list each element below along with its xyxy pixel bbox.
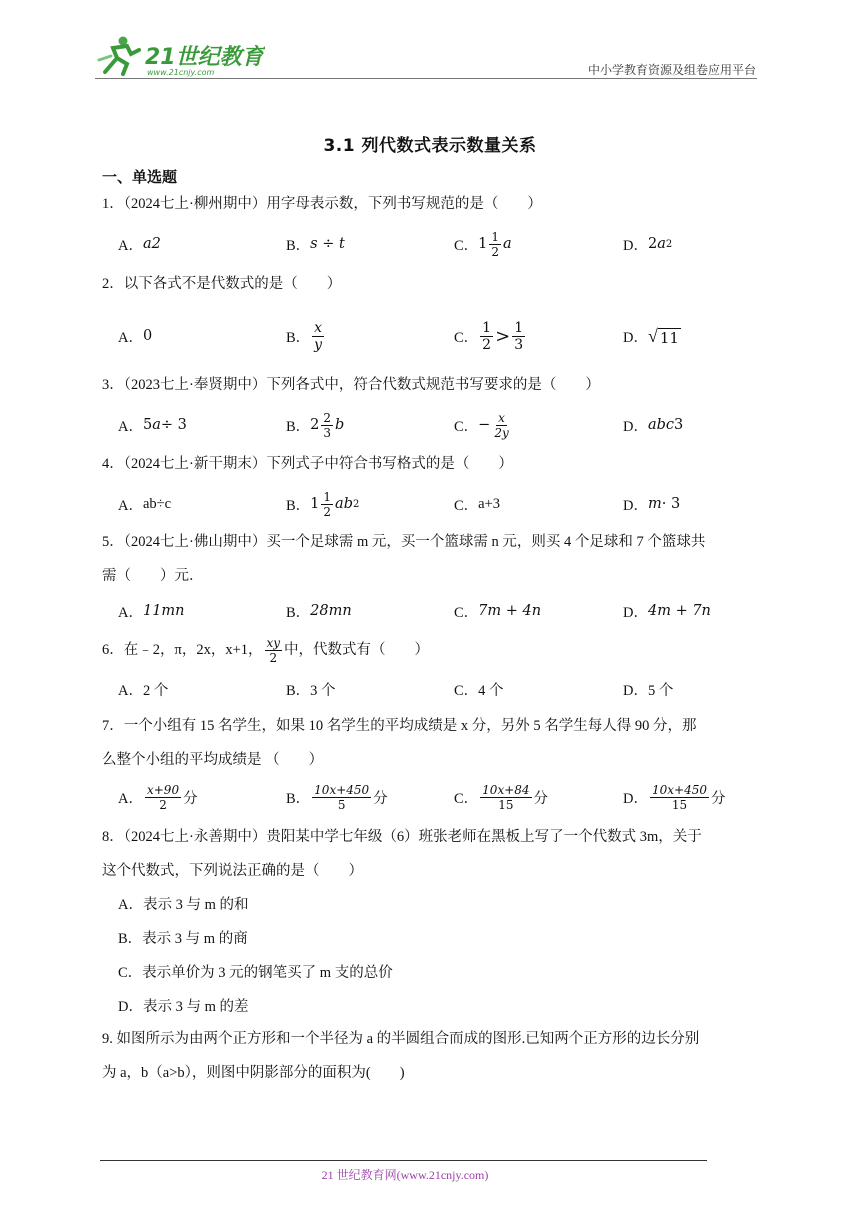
page-header	[0, 0, 860, 90]
q1-option-a[interactable]: A． a2	[118, 236, 161, 254]
question-7-options	[118, 780, 768, 814]
question-3-stem: 3．（2023七上·奉贤期中）下列各式中，符合代数式规范书写要求的是（ ）	[102, 377, 600, 393]
q4-option-b[interactable]: B． 1 $\frac{1}{2}$ ab 2	[286, 489, 360, 519]
q3-option-a[interactable]: A． 5 a ÷ 3	[118, 417, 187, 435]
q2-option-a[interactable]: A． 0	[118, 328, 153, 346]
q5-option-b[interactable]: B． 28mn	[286, 603, 352, 621]
question-2-stem: 2．以下各式不是代数式的是（ ）	[102, 276, 342, 292]
header-divider	[95, 78, 757, 79]
q6-option-a[interactable]: A．2 个	[118, 682, 169, 699]
question-9-stem	[102, 1022, 768, 1090]
q6-option-c[interactable]: C．4 个	[454, 682, 504, 699]
question-5-line-2: 需（ ）元．	[102, 568, 204, 584]
q4-option-a[interactable]: A． ab÷c	[118, 495, 172, 514]
question-5-stem	[102, 525, 768, 593]
question-5-options	[118, 595, 768, 627]
page-title: 3.1 列代数式表示数量关系	[323, 136, 537, 156]
question-8-stem	[102, 820, 768, 888]
question-7-line-1: 7．一个小组有 15 名学生，如果 10 名学生的平均成绩是 x 分，另外 5 名学生每人得 90 分，那	[102, 718, 697, 734]
question-8-line-1: 8．（2024七上·永善期中）贵阳某中学七年级（6）班张老师在黑板上写了一个代数式 3m，关于	[102, 829, 702, 845]
q7-option-b[interactable]: B． $\frac{10x+450}{5}$ 分	[286, 782, 388, 812]
q6-option-d[interactable]: D．5 个	[623, 682, 674, 699]
question-4-stem: 4．（2024七上·新干期末）下列式子中符合书写格式的是（ ）	[102, 456, 513, 472]
q1-option-d[interactable]: D． 2 a 2	[623, 236, 673, 254]
q1-option-b[interactable]: B． s ÷ t	[286, 236, 345, 254]
q4-option-c[interactable]: C． a+3	[454, 495, 501, 514]
q4-option-d[interactable]: D． m · 3	[623, 496, 681, 514]
q5-option-a[interactable]: A． 11mn	[118, 603, 185, 621]
question-8-line-2: 这个代数式，下列说法正确的是（ ）	[102, 863, 363, 879]
svg-text:www.21cnjy.com: www.21cnjy.com	[147, 68, 215, 77]
svg-text:21世纪教育: 21世纪教育	[145, 45, 264, 70]
section-heading: 一、单选题	[102, 168, 178, 186]
question-6-stem: 6．在﹣2，π，2x，x+1， $\frac{xy}{2}$ 中，代数式有（ ）	[102, 635, 430, 665]
q3-option-b[interactable]: B． 2 $\frac{2}{3}$ b	[286, 410, 345, 440]
q8-option-c[interactable]: C．表示单价为 3 元的钢笔买了 m 支的总价	[118, 965, 393, 981]
q7-option-c[interactable]: C． $\frac{10x+84}{15}$ 分	[454, 782, 549, 812]
q3-option-d[interactable]: D． abc 3	[623, 417, 684, 435]
q7-option-a[interactable]: A． $\frac{x+90}{2}$ 分	[118, 782, 198, 812]
logo-icon	[95, 34, 265, 78]
q5-option-d[interactable]: D． 4m + 7n	[623, 603, 711, 621]
question-2-options	[118, 318, 768, 354]
footer-link[interactable]: 21 世纪教育网(www.21cnjy.com)	[321, 1168, 489, 1182]
q7-option-d[interactable]: D． $\frac{10x+450}{15}$ 分	[623, 782, 726, 812]
question-4-options	[118, 488, 768, 520]
q8-option-a[interactable]: A．表示 3 与 m 的和	[118, 897, 249, 913]
q8-option-d[interactable]: D．表示 3 与 m 的差	[118, 999, 249, 1015]
question-7-stem	[102, 709, 768, 777]
question-6-options	[118, 673, 768, 705]
question-9-line-2: 为 a，b（a>b），则图中阴影部分的面积为( )	[102, 1065, 405, 1081]
q1-option-c[interactable]: C． 1 $\frac{1}{2}$ a	[454, 229, 512, 259]
q3-option-c[interactable]: C． − $\frac{x}{2y}$	[454, 410, 509, 440]
q2-option-d[interactable]: D． √ 11	[623, 325, 679, 347]
question-3-options	[118, 409, 768, 441]
footer-divider	[100, 1160, 707, 1161]
q2-option-b[interactable]: B． $\frac{x}{y}$	[286, 319, 323, 353]
question-1-options	[118, 228, 768, 260]
question-7-line-2: 么整个小组的平均成绩是 （ ）	[102, 752, 324, 768]
q5-option-c[interactable]: C． 7m + 4n	[454, 603, 542, 621]
sqrt-icon: √ 11	[647, 325, 679, 347]
q2-option-c[interactable]: C． $\frac{1}{2}$ > $\frac{1}{3}$	[454, 319, 524, 353]
question-5-line-1: 5．（2024七上·佛山期中）买一个足球需 m 元，买一个篮球需 n 元，则买 4 个足球和 7 个篮球共	[102, 534, 706, 550]
question-9-line-1: 9. 如图所示为由两个正方形和一个半径为 a 的半圆组合而成的图形.已知两个正方形的边长分别	[102, 1031, 700, 1047]
logo	[95, 34, 265, 78]
question-1-stem: 1．（2024七上·柳州期中）用字母表示数，下列书写规范的是（ ）	[102, 196, 542, 212]
q6-option-b[interactable]: B．3 个	[286, 682, 336, 699]
platform-name: 中小学教育资源及组卷应用平台	[587, 63, 756, 77]
q8-option-b[interactable]: B．表示 3 与 m 的商	[118, 931, 248, 947]
